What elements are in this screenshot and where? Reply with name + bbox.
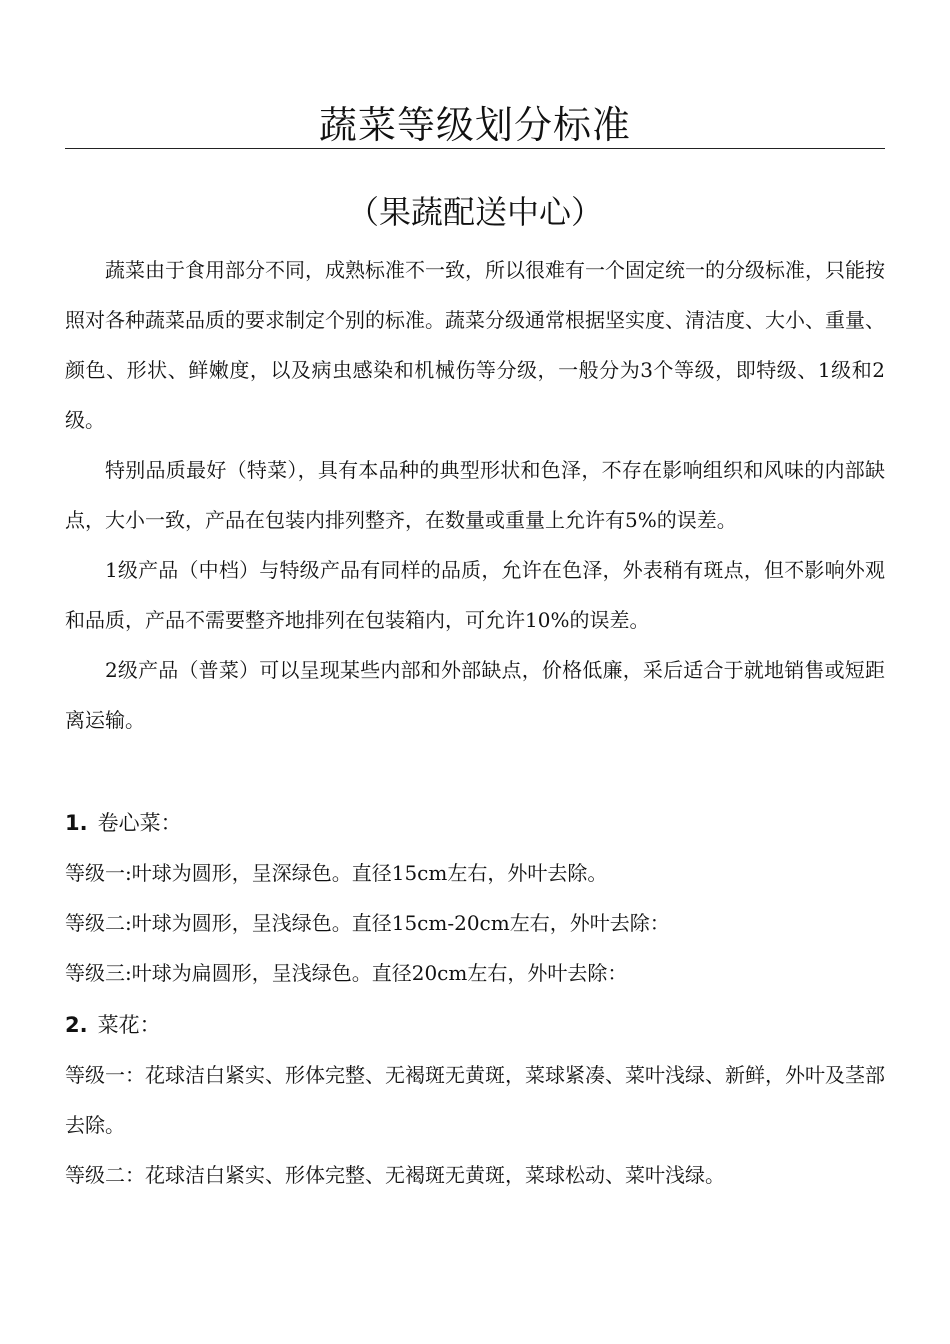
paragraph-grade-2: 2级产品（普菜）可以呈现某些内部和外部缺点，价格低廉，采后适合于就地销售或短距离运输。 — [65, 658, 885, 732]
grade-item: 等级二：花球洁白紧实、形体完整、无褐斑无黄斑，菜球松动、菜叶浅绿。 — [65, 1163, 725, 1187]
page-title: 蔬菜等级划分标准 — [318, 103, 631, 147]
grade-item: 等级二:叶球为圆形，呈浅绿色。直径15cm-20cm左右，外叶去除： — [65, 911, 670, 935]
paragraph-intro: 蔬菜由于食用部分不同，成熟标准不一致，所以很难有一个固定统一的分级标准，只能按照对各种蔬菜品质的要求制定个别的标准。蔬菜分级通常根据坚实度、清洁度、大小、重量、颜色、形状、鲜嫩度，以及病虫感染和机械伤等分级，一般分为3个等级，即特级、1级和2级。 — [65, 258, 885, 432]
grade-item: 等级三:叶球为扁圆形，呈浅绿色。直径20cm左右，外叶去除： — [65, 961, 628, 985]
section-number: 1. — [65, 811, 88, 835]
section-heading — [65, 1000, 885, 1050]
paragraph-grade-1: 1级产品（中档）与特级产品有同样的品质，允许在色泽，外表稍有斑点，但不影响外观和品质，产品不需要整齐地排列在包装箱内，可允许10%的误差。 — [65, 558, 885, 632]
grade-item: 等级一:叶球为圆形，呈深绿色。直径15cm左右，外叶去除。 — [65, 861, 608, 885]
title-underline — [65, 148, 885, 149]
section-heading — [65, 798, 885, 848]
section-title: 卷心菜： — [97, 811, 182, 835]
section-cauliflower — [65, 1000, 885, 1200]
intro-text — [65, 245, 885, 745]
section-number: 2. — [65, 1013, 88, 1037]
grade-item: 等级一：花球洁白紧实、形体完整、无褐斑无黄斑，菜球紧凑、菜叶浅绿、新鲜，外叶及茎部去除。 — [65, 1063, 885, 1137]
section-cabbage — [65, 798, 885, 998]
section-title: 菜花： — [97, 1013, 161, 1037]
paragraph-special-grade: 特别品质最好（特菜），具有本品种的典型形状和色泽，不存在影响组织和风味的内部缺点，大小一致，产品在包装内排列整齐，在数量或重量上允许有5%的误差。 — [65, 458, 885, 532]
page-subtitle: （果蔬配送中心） — [346, 193, 603, 231]
